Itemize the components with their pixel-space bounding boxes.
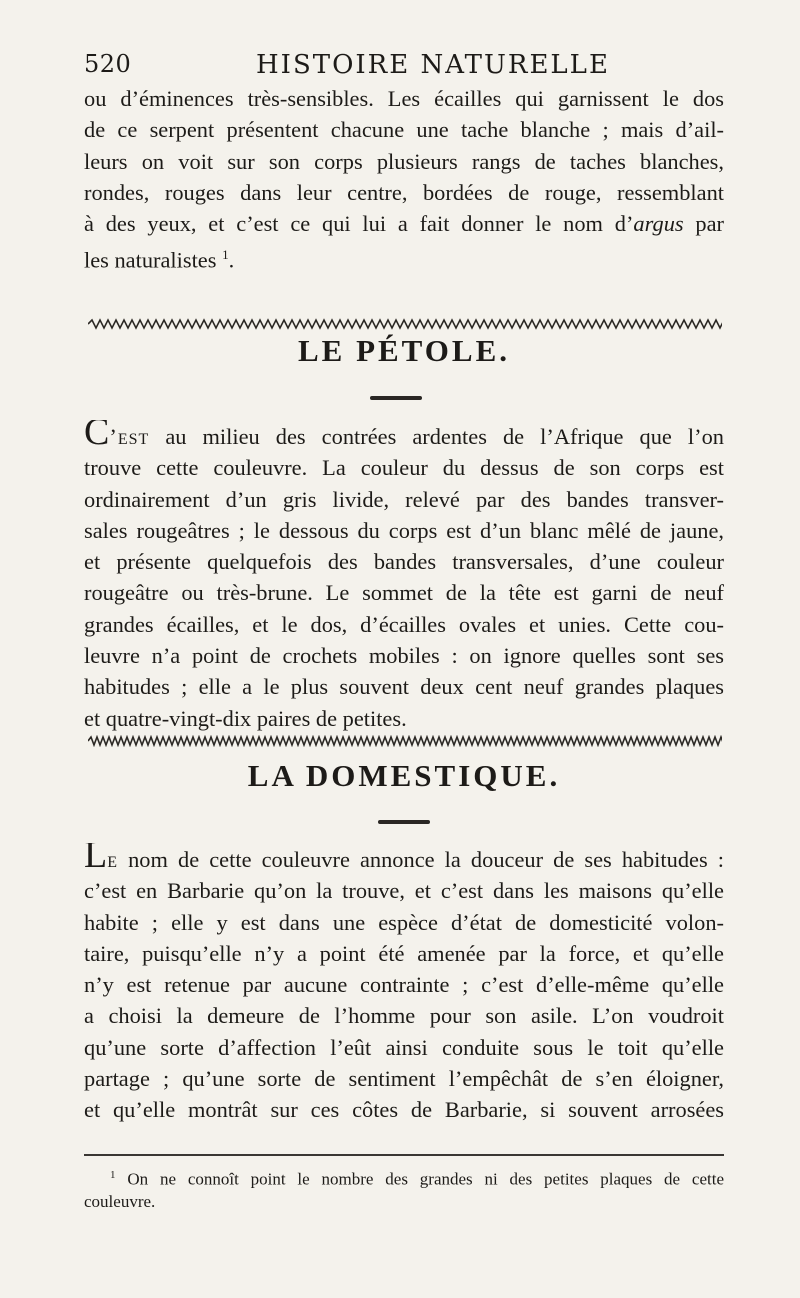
text-line: trouve cette couleuvre. La couleur du dessus de son corps est [84, 455, 724, 481]
footnote-rule [84, 1154, 724, 1156]
text-line: ou d’éminences très-sensibles. Les écailles qui garnissent le dos [84, 86, 724, 111]
petole-paragraph [84, 420, 724, 734]
text-line: sales rougeâtres ; le dessous du corps est d’un blanc mêlé de jaune, [84, 517, 724, 543]
text-line: rondes, rouges dans leur centre, bordées de rouge, ressemblant [84, 179, 724, 205]
text-line: de ce serpent présentent chacune une tache blanche ; mais d’ail- [84, 117, 724, 143]
small-caps-text: e [107, 847, 118, 872]
title-underline [378, 820, 430, 824]
text-segment: par [683, 211, 724, 237]
text-line: et qu’elle montrât sur ces côtes de Barbarie, si souvent arrosées [84, 1097, 724, 1123]
running-title: HISTOIRE NATURELLE [256, 50, 610, 80]
text-line: taire, puisqu’elle n’y a point été amenée par la force, et qu’elle [84, 940, 724, 966]
text-line: ordinairement d’un gris livide, relevé par des bandes transver- [84, 486, 724, 512]
text-line [84, 208, 724, 239]
footnote [84, 1164, 724, 1213]
small-caps-text: ’est [109, 424, 150, 449]
text-line [84, 843, 724, 875]
text-line [84, 420, 724, 452]
text-segment: les naturalistes [84, 247, 217, 273]
italic-term-argus: argus [633, 211, 684, 237]
text-line: leuvre n’a point de crochets mobiles : on ignore quelles sont ses [84, 643, 724, 669]
text-line: habitudes ; elle a le plus souvent deux cent neuf grandes plaques [84, 674, 724, 700]
text-segment: au milieu des contrées ardentes de l’Afrique que l’on [149, 424, 724, 449]
footnote-line [84, 1164, 724, 1191]
section-title-domestique: LA DOMESTIQUE. [247, 758, 561, 793]
text-line: grandes écailles, et le dos, d’écailles ovales et unies. Cette cou- [84, 611, 724, 637]
intro-paragraph [84, 83, 724, 276]
drop-cap: C [84, 420, 110, 453]
text-line [84, 239, 724, 276]
footnote-line: couleuvre. [84, 1191, 156, 1211]
footnote-marker: 1 [110, 1169, 116, 1181]
text-segment: à des yeux, et c’est ce qui lui a fait donner le nom d’ [84, 211, 634, 237]
text-line: c’est en Barbarie qu’on la trouve, et c’est dans les maisons qu’elle [84, 878, 724, 904]
domestique-paragraph [84, 843, 724, 1126]
text-line: leurs on voit sur son corps plusieurs rangs de taches blanches, [84, 148, 724, 174]
section-title-petole: LE PÉTOLE. [297, 333, 511, 368]
drop-cap: L [84, 843, 108, 876]
ornamental-divider [88, 318, 722, 330]
text-segment: On ne connoît point le nombre des grandes ni des petites plaques de cette [115, 1169, 724, 1189]
page-number: 520 [84, 50, 132, 78]
text-line: partage ; qu’une sorte de sentiment l’empêchât de s’en éloigner, [84, 1066, 724, 1092]
footnote-reference: 1 [222, 247, 229, 263]
text-line: rougeâtre ou très-brune. Le sommet de la tête est garni de neuf [84, 580, 724, 606]
text-line: et présente quelquefois des bandes transversales, d’une couleur [84, 549, 724, 575]
text-line: et quatre-vingt-dix paires de petites. [84, 705, 407, 731]
ornamental-divider [88, 735, 722, 747]
text-line: habite ; elle y est dans une espèce d’état de domesticité volon- [84, 909, 724, 935]
text-segment: nom de cette couleuvre annonce la douceur de ses habitudes : [118, 847, 724, 872]
text-line: qu’une sorte d’affection l’eût ainsi conduite sous le toit qu’elle [84, 1034, 724, 1060]
text-line: a choisi la demeure de l’homme pour son asile. L’on voudroit [84, 1003, 724, 1029]
text-segment: . [228, 247, 235, 273]
title-underline [370, 396, 422, 400]
text-line: n’y est retenue par aucune contrainte ; c’est d’elle-même qu’elle [84, 972, 724, 998]
